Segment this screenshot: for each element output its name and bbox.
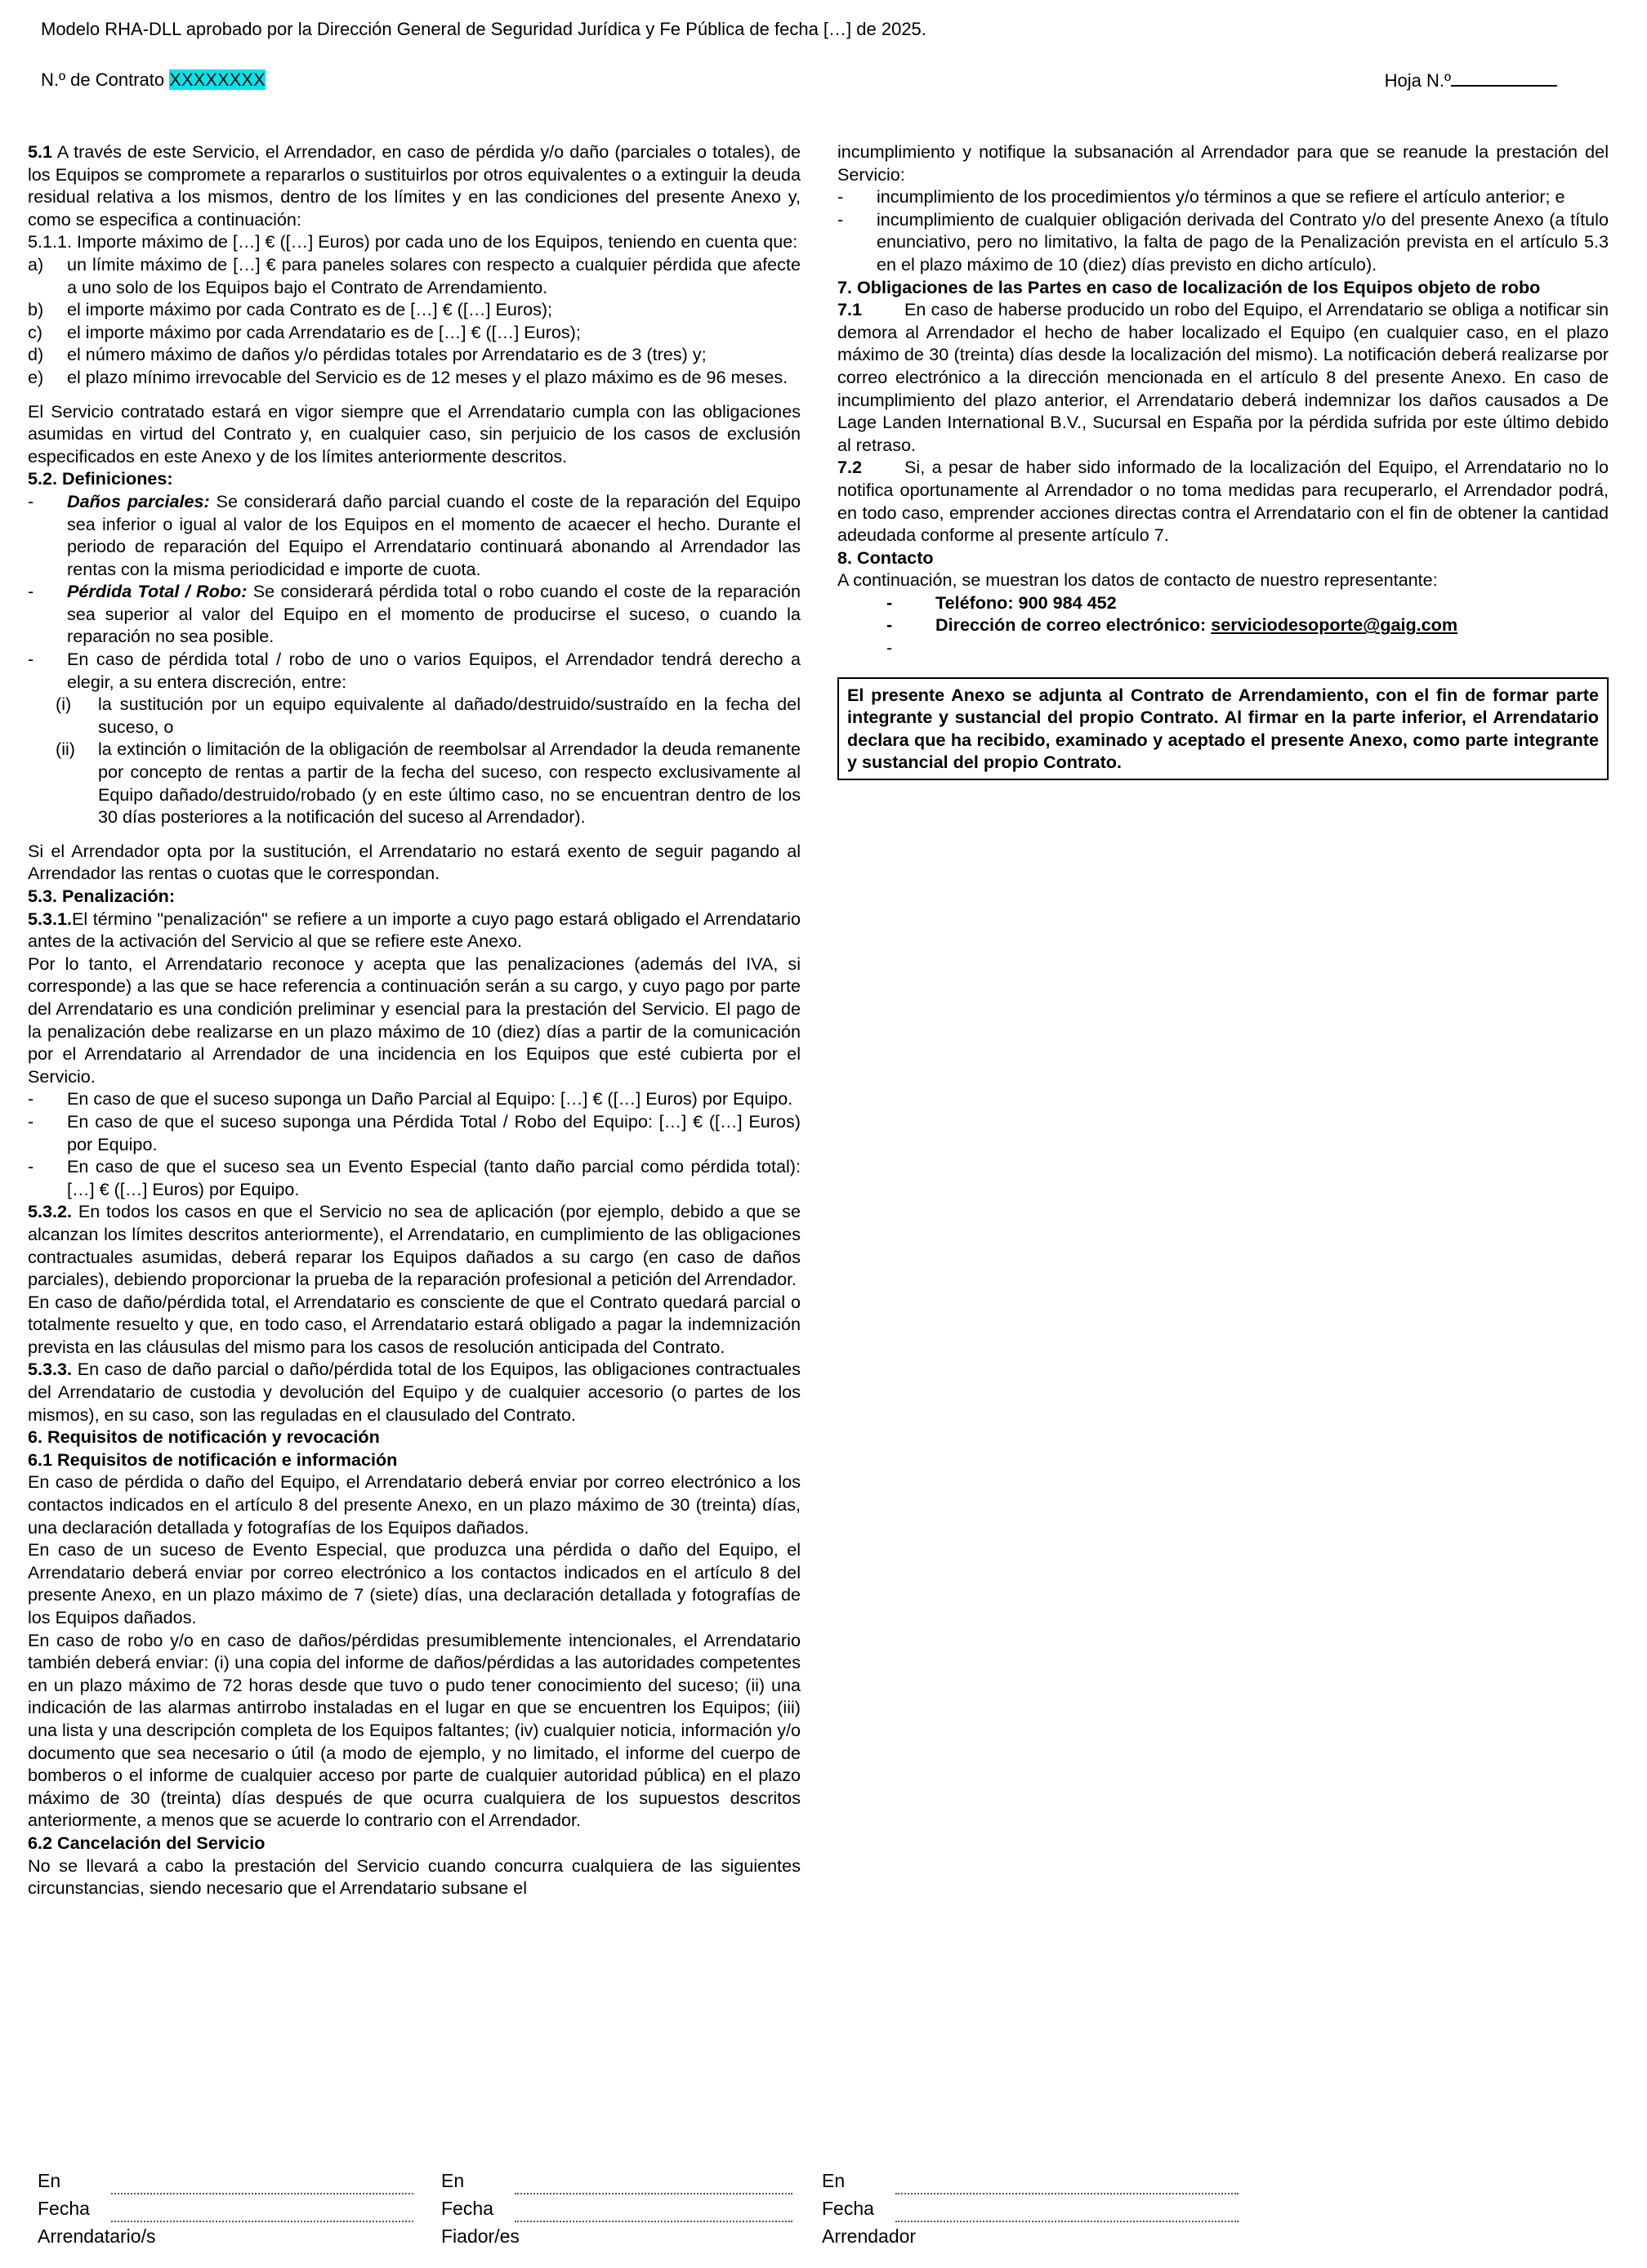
sub-item [28, 738, 801, 828]
clause-5-3-3 [28, 1358, 801, 1426]
clause-number: 5.3.1. [28, 908, 73, 929]
paragraph-6-1-c: En caso de robo y/o en caso de daños/pérdidas presumiblemente intencionales, el Arrendatario también deberá enviar: (i) una copia del informe de daños/pérdidas a las autoridades competentes en un plazo máximo de 72 horas desde que tuvo o pudo tener conocimiento del suceso; (ii) una indicación de las alarmas antirrobo instaladas en el lugar en que se encuentren los Equipos; (iii) una lista y una descripción completa de los Equipos faltantes; (iv) cualquier noticia, información y/o documento que sea necesario o útil (a modo de ejemplo, y no limitado, el informe del cuerpo de bomberos o el informe de cualquier acceso por parte de cualquier autoridad pública) en el plazo máximo de 30 (treinta) días después de que ocurra cualquiera de los supuestos descritos anteriormente, a menos que se acuerde lo contrario con el Arrendador. [28, 1629, 801, 1831]
definition-text: En caso de pérdida total / robo de uno o varios Equipos, el Arrendador tendrá derecho a elegir, a su entera discreción, entre: [67, 649, 801, 692]
list-text: incumplimiento de los procedimientos y/o términos a que se refiere el artículo anterior; e [877, 186, 1565, 208]
contact-empty [837, 636, 1609, 659]
heading-5-2: 5.2. Definiciones: [28, 468, 173, 489]
clause-text: En caso de haberse producido un robo del Equipo, el Arrendatario se obliga a notificar sin demora al Arrendador el hecho de haber localizado el Equipo (en cualquier caso, en el plazo máximo de 30 (treinta) días desde la localización del mismo). La notificación deberá realizarse por correo electrónico a la dirección mencionada en el artículo 8 del presente Anexo. En caso de incumplimiento del plazo anterior, el Arrendatario deberá indemnizar los daños causados a De Lage Landen International B.V., Sucursal en España por la pérdida sufrida por este último debido al retraso. [837, 299, 1609, 455]
paragraph-tanto: Por lo tanto, el Arrendatario reconoce y acepta que las penalizaciones (además del IVA, si corresponde) a las que se hace referencia a continuación serán a su cargo, y cuyo pago por parte del Arrendatario es una condición preliminar y esencial para la prestación del Servicio. El pago de la penalización debe realizarse en un plazo máximo de 10 (diez) días a partir de la comunicación por el Arrendatario al Arrendador de una incidencia en los Equipos que esté cubierta por el Servicio. [28, 953, 801, 1087]
list-item [28, 343, 801, 366]
contact-email [837, 614, 1609, 636]
penalty-item [28, 1155, 801, 1200]
right-column [837, 141, 1609, 780]
clause-text: En caso de daño parcial o daño/pérdida total de los Equipos, las obligaciones contractuales del Arrendatario de custodia y devolución del Equipo y de cualquier accesorio (o partes de los mismos), en su caso, son las reguladas en el clausulado del Contrato. [28, 1359, 801, 1425]
list-text: incumplimiento de cualquier obligación derivada del Contrato y/o del presente Anexo (a título enunciativo, pero no limitativo, la falta de pago de la Penalización prevista en el artículo 5.3 en el plazo máximo de 10 (diez) días previsto en dicho artículo). [877, 208, 1609, 275]
clause-5-3-1 [28, 908, 801, 953]
place-label: En [441, 2170, 465, 2191]
sub-text: la extinción o limitación de la obligación de reembolsar al Arrendador la deuda remanente por concepto de rentas a partir de la fecha del suceso, con respecto exclusivamente al Equipo dañado/destruido/robado (y en este último caso, no se encuentran dentro de los 30 días posteriores a la notificación del suceso al Arrendador). [98, 739, 801, 828]
date-label: Fecha [38, 2198, 90, 2219]
paragraph-6-1-a: En caso de pérdida o daño del Equipo, el Arrendatario deberá enviar por correo electrónico a los contactos indicados en el artículo 8 del presente Anexo, en un plazo máximo de 30 (treinta) días, una declaración detallada y fotografías de los Equipos dañados. [28, 1471, 801, 1538]
list-marker: - [886, 592, 893, 613]
penalty-text: En caso de que el suceso suponga un Daño Parcial al Equipo: […] € ([…] Euros) por Equipo. [67, 1088, 793, 1109]
list-marker: - [886, 637, 893, 659]
list-marker: - [28, 1088, 34, 1109]
list-text: el plazo mínimo irrevocable del Servicio es de 12 meses y el plazo máximo es de 96 meses. [67, 366, 788, 387]
phone-text: Teléfono: 900 984 452 [935, 592, 1117, 613]
heading-6-2: 6.2 Cancelación del Servicio [28, 1832, 266, 1853]
definition-text: Se considerará pérdida total o robo cuando el coste de la reparación sea superior al valor del Equipo en el momento de producirse el suceso, o cuando la reparación no sea posible. [67, 581, 801, 647]
heading-5-3: 5.3. Penalización: [28, 886, 176, 906]
place-label: En [822, 2170, 846, 2191]
left-column [28, 141, 801, 1900]
clause-5-1 [28, 141, 801, 230]
contact-phone [837, 592, 1609, 614]
clause-number: 7.2 [837, 457, 863, 478]
date-field[interactable] [515, 2203, 792, 2222]
contract-number: XXXXXXXX [169, 69, 266, 90]
date-field[interactable] [111, 2203, 413, 2222]
list-marker: - [28, 1156, 34, 1177]
heading-6-1: 6.1 Requisitos de notificación e información [28, 1449, 398, 1470]
penalty-text: En caso de que el suceso sea un Evento Especial (tanto daño parcial como pérdida total): […] € ([…] Euros) por Equipo. [67, 1156, 801, 1199]
paragraph-vigor: El Servicio contratado estará en vigor siempre que el Arrendatario cumpla con las obligaciones asumidas en virtud del Contrato y, en cualquier caso, sin perjuicio de los casos de exclusión especificados en este Anexo y de los límites anteriormente descritos. [28, 400, 801, 467]
penalty-item [28, 1110, 801, 1155]
place-field[interactable] [111, 2175, 413, 2194]
role-label: Arrendador [822, 2226, 917, 2247]
list-marker: - [28, 649, 34, 670]
definition-item [28, 648, 801, 693]
role-label: Fiador/es [441, 2226, 520, 2247]
list-text: el número máximo de daños y/o pérdidas totales por Arrendatario es de 3 (tres) y; [67, 344, 707, 365]
clause-text: Si, a pesar de haber sido informado de la localización del Equipo, el Arrendatario no lo notifica oportunamente al Arrendador o no toma medidas para recuperarlo, el Arrendador podrá, en todo caso, emprender acciones directas contra el Arrendatario con el fin de obtener la cantidad adeudada conforme al presente artículo 7. [837, 457, 1609, 546]
paragraph-continuation: incumplimiento y notifique la subsanación al Arrendador para que se reanude la prestación del Servicio: [837, 141, 1609, 185]
clause-number: 5.3.2. [28, 1201, 73, 1222]
paragraph-6-1-b: En caso de un suceso de Evento Especial, que produzca una pérdida o daño del Equipo, el Arrendatario deberá enviar por correo electrónico a los contactos indicados en el artículo 8 del presente Anexo, en un plazo máximo de 7 (siete) días, una declaración detallada y fotografías de los Equipos dañados. [28, 1539, 801, 1627]
penalty-text: En caso de que el suceso suponga una Pérdida Total / Robo del Equipo: […] € ([…] Euros) por Equipo. [67, 1110, 801, 1154]
sheet-label: Hoja N.º [1384, 70, 1451, 91]
list-marker: a) [28, 253, 44, 275]
sheet-number-line [1451, 69, 1557, 87]
clause-number: 7.1 [837, 299, 863, 320]
definition-item [28, 490, 801, 580]
list-marker: - [28, 1110, 34, 1132]
list-marker: c) [28, 321, 42, 342]
list-item [28, 321, 801, 344]
sub-marker: (i) [56, 694, 72, 715]
clause-text: En todos los casos en que el Servicio no sea de aplicación (por ejemplo, debido a que se alcanzan los límites descritos anteriormente), el Arrendatario, en cumplimiento de las obligaciones contractuales asumidas, deberá reparar los Equipos dañados a su cargo (en caso de daños parciales), debiendo proporcionar la prueba de la reparación profesional a petición del Arrendador. [28, 1201, 801, 1290]
heading-6: 6. Requisitos de notificación y revocación [28, 1426, 380, 1448]
email-label: Dirección de correo electrónico: [935, 614, 1212, 636]
list-item [28, 298, 801, 321]
sub-item [28, 693, 801, 738]
clause-5-1-1: 5.1.1. Importe máximo de […] € ([…] Euros) por cada uno de los Equipos, teniendo en cuenta que: [28, 231, 798, 252]
place-label: En [38, 2170, 61, 2191]
list-text: el importe máximo por cada Contrato es de […] € ([…] Euros); [67, 299, 553, 320]
heading-7: 7. Obligaciones de las Partes en caso de localización de los Equipos objeto de robo [837, 276, 1541, 297]
clause-text: A través de este Servicio, el Arrendador, en caso de pérdida y/o daño (parciales o totales), de los Equipos se compromete a repararlos o sustituirlos por otros equivalentes o a extinguir la deuda residual relativa a los mismos, dentro de los límites y en las condiciones del presente Anexo y, como se especifica a continuación: [28, 141, 801, 230]
list-marker: - [28, 581, 34, 602]
email-link[interactable]: serviciodesoporte@gaig.com [1211, 614, 1458, 636]
paragraph-contact: A continuación, se muestran los datos de contacto de nuestro representante: [837, 569, 1438, 591]
paragraph-sustitucion: Si el Arrendador opta por la sustitución, el Arrendatario no estará exento de seguir pagando al Arrendador las rentas o cuotas que le correspondan. [28, 840, 801, 884]
contract-number-line [41, 69, 266, 92]
list-item [28, 366, 801, 389]
clause-number: 5.1 [28, 141, 53, 162]
heading-8: 8. Contacto [837, 547, 934, 568]
place-field[interactable] [515, 2175, 792, 2194]
sheet-number [1385, 69, 1557, 92]
clause-7-2 [837, 456, 1609, 546]
annex-statement-box: El presente Anexo se adjunta al Contrato de Arrendamiento, con el fin de formar parte integrante y sustancial del propio Contrato. Al firmar en la parte inferior, el Arrendatario declara que ha recibido, examinado y aceptado el presente Anexo, como parte integrante y sustancial del propio Contrato. [837, 677, 1609, 780]
sub-marker: (ii) [56, 739, 75, 760]
paragraph-perdida: En caso de daño/pérdida total, el Arrendatario es consciente de que el Contrato quedará parcial o totalmente resuelto y que, en todo caso, el Arrendatario estará obligado a pagar la indemnización prevista en las cláusulas del mismo para los casos de resolución anticipada del Contrato. [28, 1291, 801, 1357]
sub-text: la sustitución por un equipo equivalente al dañado/destruido/sustraído en la fecha del suceso, o [98, 694, 801, 737]
list-item [28, 253, 801, 298]
signature-block-arrendador [822, 2167, 1239, 2250]
paragraph-6-2: No se llevará a cabo la prestación del Servicio cuando concurra cualquiera de las siguientes circunstancias, siendo necesario que el Arrendatario subsane el [28, 1855, 801, 1899]
list-text: un límite máximo de […] € para paneles solares con respecto a cualquier pérdida que afecte a uno solo de los Equipos bajo el Contrato de Arrendamiento. [67, 253, 801, 297]
date-label: Fecha [822, 2198, 874, 2219]
clause-number: 5.3.3. [28, 1359, 73, 1380]
list-marker: d) [28, 344, 44, 365]
list-item [837, 185, 1609, 208]
list-marker: - [837, 186, 844, 208]
list-item [837, 208, 1609, 276]
contract-label: N.º de Contrato [41, 69, 165, 90]
definition-item [28, 580, 801, 648]
clause-text: El término "penalización" se refiere a un importe a cuyo pago estará obligado el Arrendatario antes de la activación del Servicio al que se refiere este Anexo. [28, 908, 801, 952]
role-label: Arrendatario/s [38, 2226, 156, 2247]
clause-5-3-2 [28, 1200, 801, 1290]
definition-term: Pérdida Total / Robo: [67, 581, 248, 602]
date-label: Fecha [441, 2198, 493, 2219]
list-text: el importe máximo por cada Arrendatario es de […] € ([…] Euros); [67, 321, 581, 342]
definition-term: Daños parciales: [67, 490, 210, 511]
date-field[interactable] [895, 2203, 1239, 2222]
definition-text: Se considerará daño parcial cuando el coste de la reparación del Equipo sea inferior o igual al valor de los Equipos en el momento de acaecer el hecho. Durante el periodo de reparación del Equipo el Arrendatario continuará abonando al Arrendador las rentas con la misma periodicidad e importe de cuota. [67, 490, 801, 579]
list-marker: - [837, 208, 844, 230]
list-marker: - [28, 490, 34, 511]
clause-7-1 [837, 298, 1609, 456]
list-marker: b) [28, 299, 44, 320]
list-marker: - [886, 614, 893, 636]
signature-block-arrendatario [38, 2167, 413, 2250]
place-field[interactable] [895, 2175, 1239, 2194]
penalty-item [28, 1087, 801, 1110]
list-marker: e) [28, 366, 44, 387]
model-line: Modelo RHA-DLL aprobado por la Dirección General de Seguridad Jurídica y Fe Pública de fecha […] de 2025. [41, 19, 926, 39]
signature-block-fiador [441, 2167, 792, 2250]
